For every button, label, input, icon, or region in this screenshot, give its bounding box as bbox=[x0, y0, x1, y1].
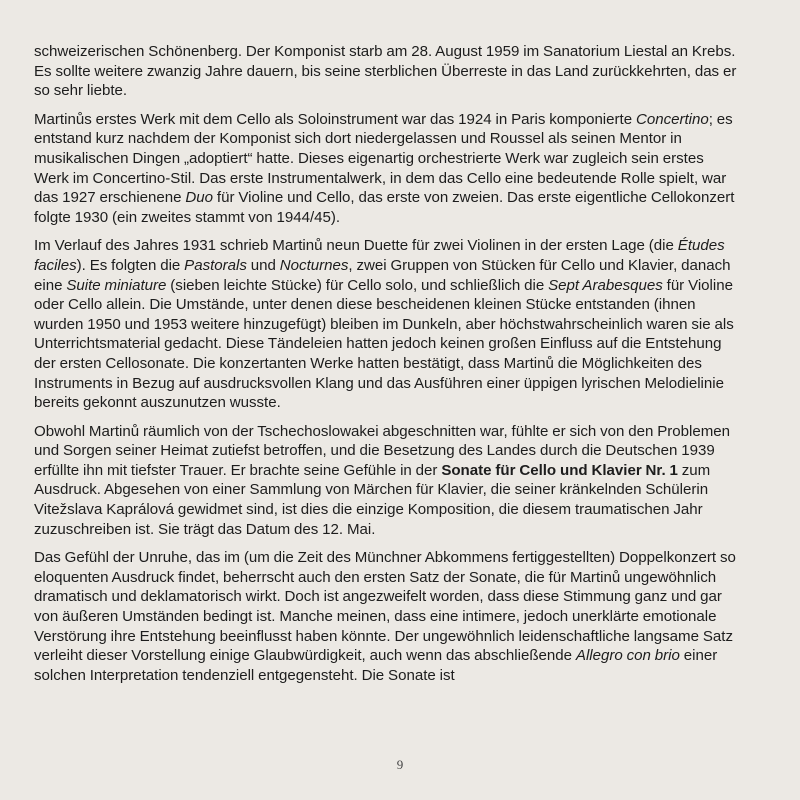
italic-title: Nocturnes bbox=[279, 256, 349, 274]
text-run: (sieben leichte Stücke) für Cello solo, und schließlich die bbox=[166, 276, 549, 294]
paragraph bbox=[34, 110, 740, 228]
paragraph bbox=[34, 422, 740, 540]
italic-title: Duo bbox=[185, 189, 214, 207]
italic-title: Suite miniature bbox=[66, 276, 167, 294]
bold-title: Sonate für Cello und Klavier Nr. 1 bbox=[441, 461, 678, 479]
body-text bbox=[34, 42, 740, 685]
text-run: ; es entstand kurz nachdem der Komponist sich dort niedergelassen und Roussel als seinen Mentor in musikalischen Dingen „adoptiert“ hatte. Dieses eigenartig orchestrierte Werk war zugleich sein erstes Werk im Concertino-Stil. Das erste Instrumentalwerk, in dem das Cello eine bedeutende Rolle spielt, war das 1927 erschienene bbox=[34, 110, 733, 207]
text-run: Im Verlauf des Jahres 1931 schrieb Martinů neun Duette für zwei Violinen in der ersten Lage (die bbox=[34, 237, 678, 255]
text-run: für Violine oder Cello allein. Die Umstände, unter denen diese bescheidenen kleinen Stücke entstanden (ihnen wurden 1950 und 1953 weitere hinzugefügt) bleiben im Dunkeln, aber höchstwahrscheinlich waren sie als Unterrichtsmaterial gedacht. Diese Tändeleien hatten jedoch keinen großen Einfluss auf die Entstehung der ersten Cellosonate. Die konzertanten Werke hatten bestätigt, dass Martinů die Möglichkeiten des Instruments in Bezug auf ausdrucksvollen Klang und das Ausführen einer üppigen lyrischen Melodielinie bereits gekonnt auszunutzen wusste. bbox=[34, 276, 734, 412]
text-run: Obwohl Martinů räumlich von der Tschechoslowakei abgeschnitten war, fühlte er sich von den Problemen und Sorgen seiner Heimat zutiefst betroffen, und die Besetzung des Landes durch die Deutschen 1939 erfüllte ihn mit tiefster Trauer. Er brachte seine Gefühle in der bbox=[34, 422, 731, 479]
text-run: Martinůs erstes Werk mit dem Cello als Soloinstrument war das 1924 in Paris komponierte bbox=[34, 110, 636, 128]
text-run: und bbox=[246, 256, 280, 274]
text-run: schweizerischen Schönenberg. Der Komponist starb am 28. August 1959 im Sanatorium Liestal an Krebs. Es sollte weitere zwanzig Jahre dauern, bis seine sterblichen Überreste in das Land zurückkehrten, das er so sehr liebte. bbox=[34, 43, 737, 100]
text-run: , zwei Gruppen von Stücken für Cello und Klavier, danach eine bbox=[34, 256, 731, 294]
italic-title: Concertino bbox=[635, 110, 709, 128]
text-run: Das Gefühl der Unruhe, das im (um die Zeit des Münchner Abkommens fertiggestellten) Doppelkonzert so eloquenten Ausdruck findet, beherrscht auch den ersten Satz der Sonate, die für Martinů ungewöhnlich dramatisch und deklamatorisch wirkt. Doch ist angezweifelt worden, dass diese Stimmung ganz und gar von äußeren Umständen bedingt ist. Manche meinen, dass eine intimere, jedoch unerklärte emotionale Verstörung ihre Entstehung beeinflusst haben könnte. Der ungewöhnlich leidenschaftliche langsame Satz verleiht dieser Vorstellung einige Glaubwürdigkeit, auch wenn das abschließende bbox=[34, 549, 736, 665]
text-run: einer solchen Interpretation tendenziell entgegensteht. Die Sonate ist bbox=[34, 647, 718, 684]
page-number: 9 bbox=[396, 757, 404, 772]
paragraph bbox=[34, 42, 740, 101]
paragraph bbox=[34, 236, 740, 412]
text-run: ). Es folgten die bbox=[76, 256, 185, 274]
paragraph bbox=[34, 548, 740, 685]
text-run: zum Ausdruck. Abgesehen von einer Sammlung von Märchen für Klavier, die seiner kränkelnden Schülerin Vitežslava Kaprálová gewidmet sind, ist dies die einzige Komposition, die diesem traumatischen Jahr zuzuschreiben ist. Sie trägt das Datum des 12. Mai. bbox=[34, 461, 711, 538]
italic-title: Allegro con brio bbox=[575, 647, 680, 665]
text-run: für Violine und Cello, das erste von zweien. Das erste eigentliche Cellokonzert folgte 1930 (ein zweites stammt von 1944/45). bbox=[34, 189, 735, 226]
italic-title: Études faciles bbox=[34, 237, 725, 274]
italic-title: Pastorals bbox=[184, 256, 247, 274]
italic-title: Sept Arabesques bbox=[548, 276, 663, 294]
